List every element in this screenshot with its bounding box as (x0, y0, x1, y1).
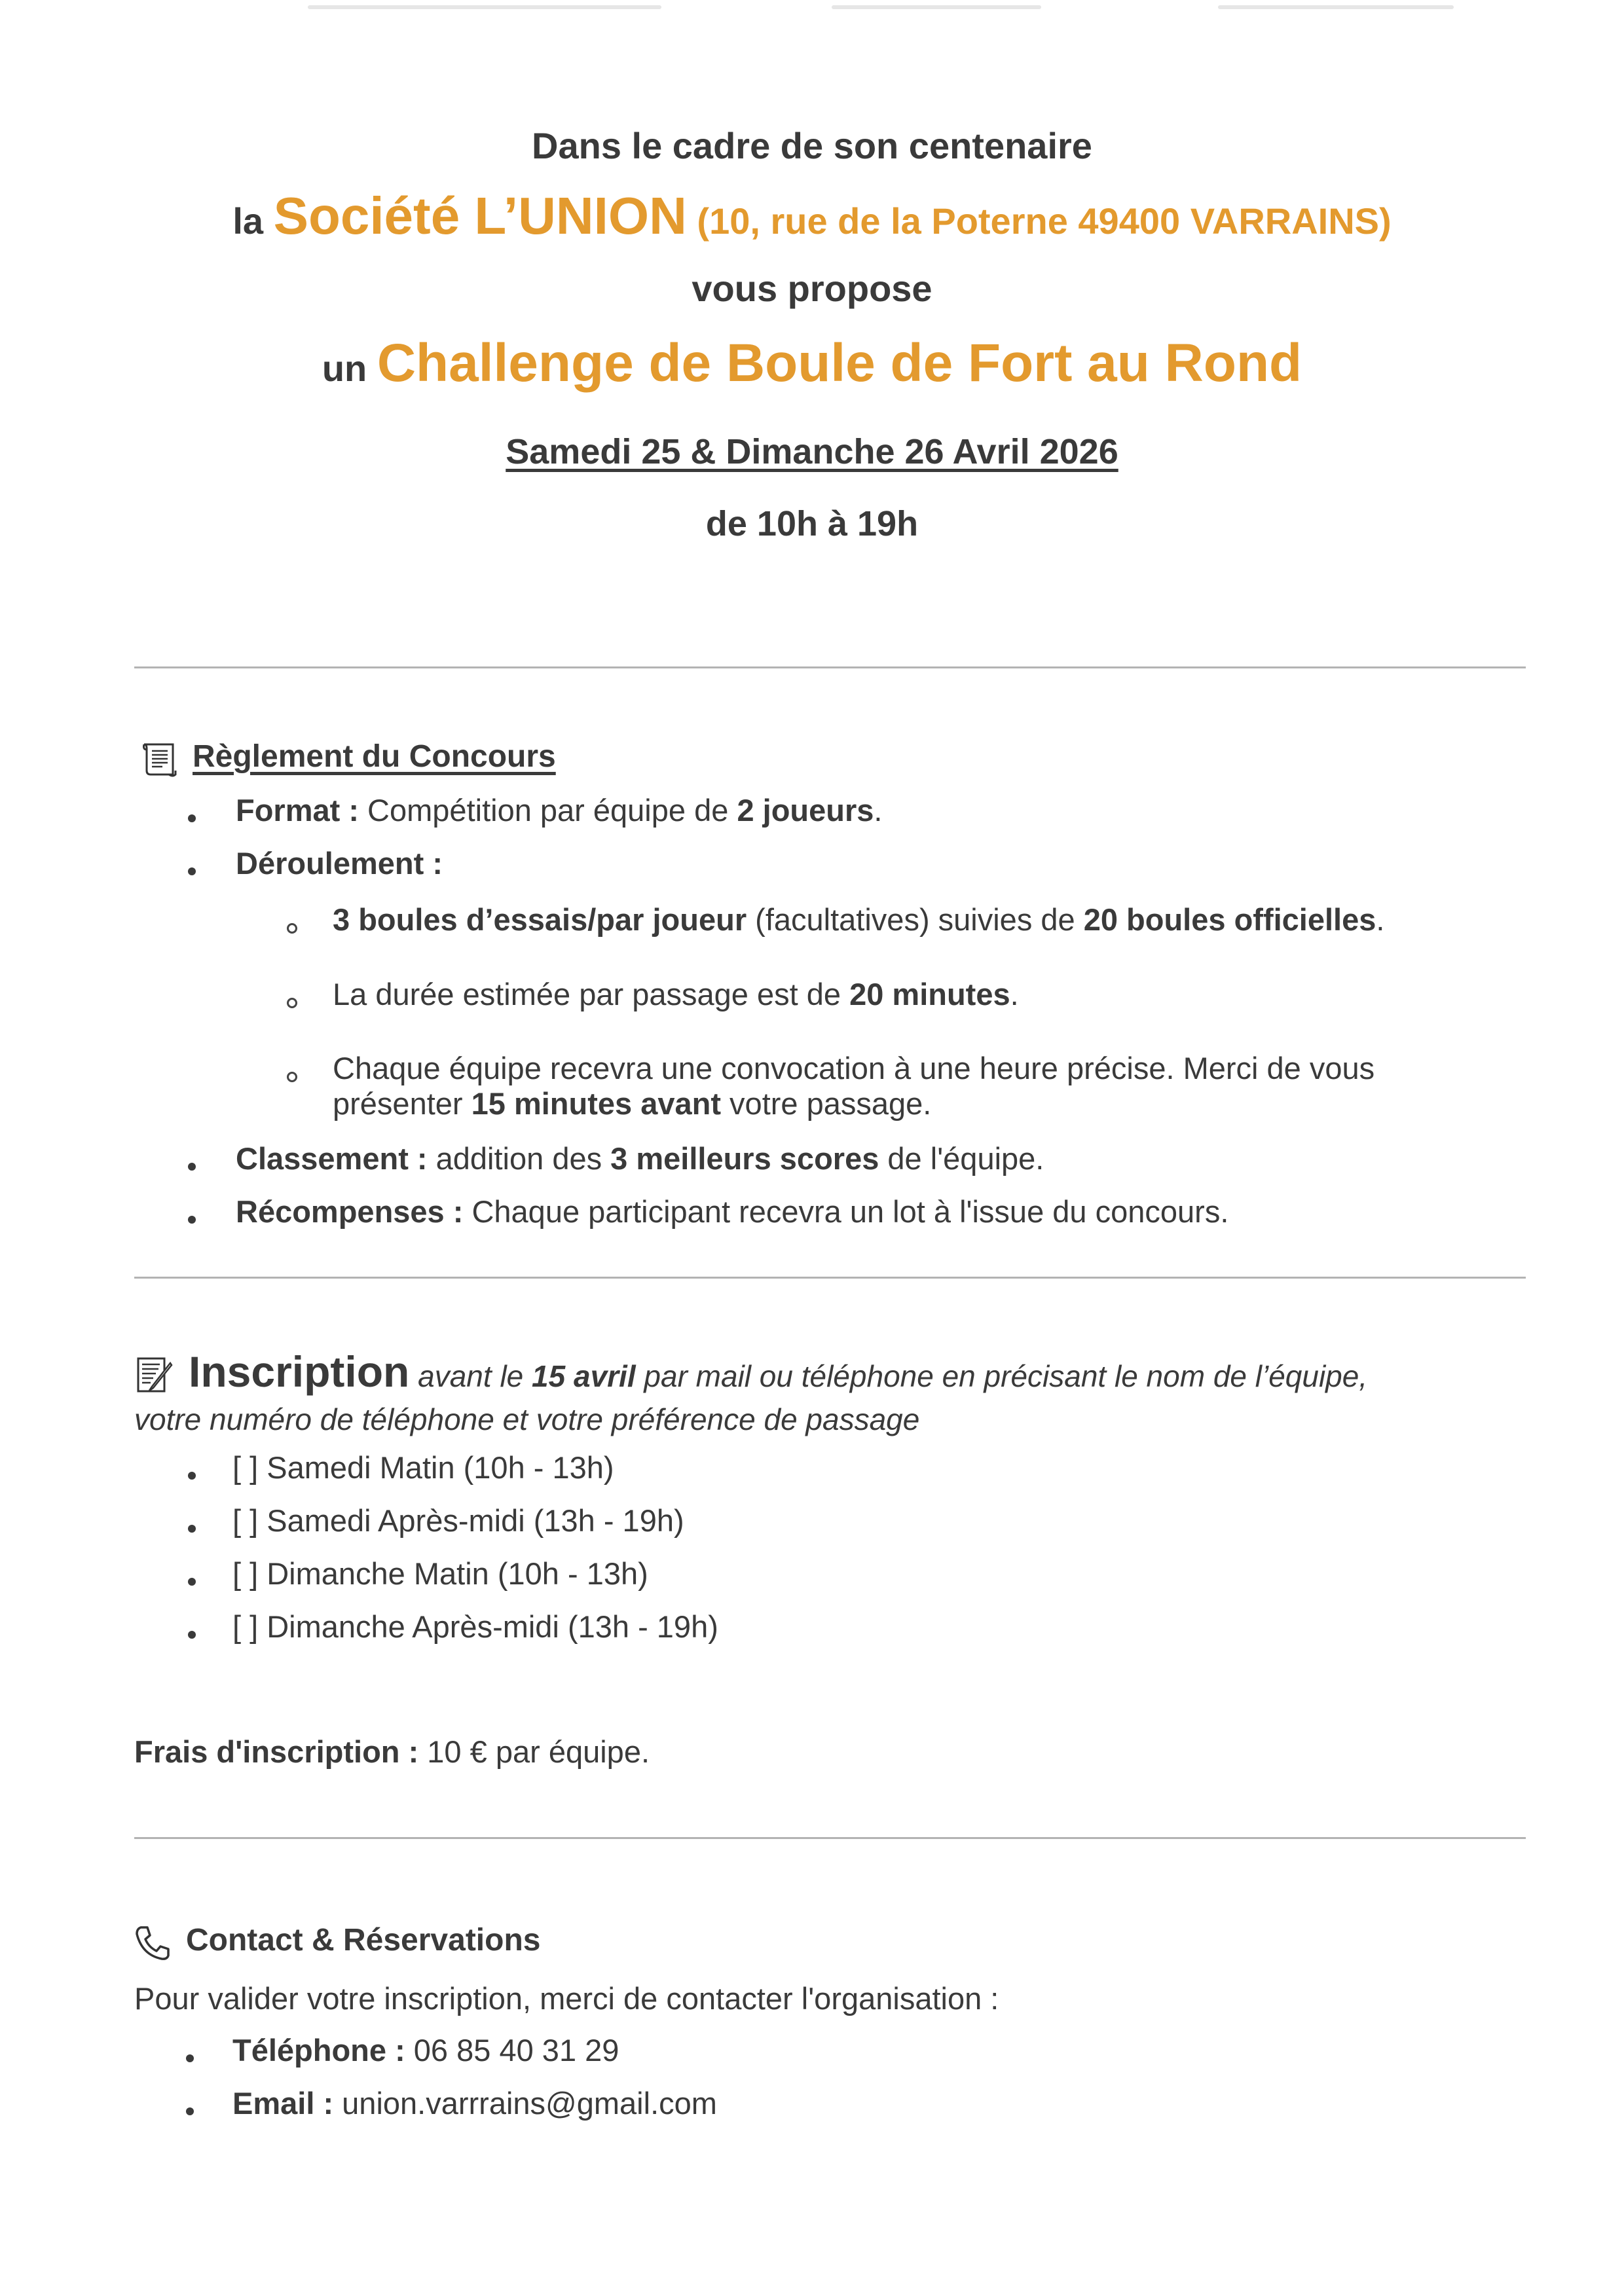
scan-artifact (308, 5, 661, 9)
bullet (188, 1163, 196, 1171)
section-divider (134, 1837, 1526, 1839)
prefix-la: la (232, 200, 264, 242)
event-title: Challenge de Boule de Fort au Rond (377, 333, 1302, 393)
bullet (188, 1578, 196, 1586)
contact-intro: Pour valider votre inscription, merci de contacter l'organisation : (134, 1981, 999, 2016)
rules-title: Règlement du Concours (193, 739, 556, 774)
rule-format: Format : Compétition par équipe de 2 joueurs. (236, 793, 883, 828)
slot-option[interactable]: [ ] Dimanche Matin (10h - 13h) (232, 1556, 648, 1591)
section-divider (134, 1277, 1526, 1279)
slot-option[interactable]: [ ] Samedi Matin (10h - 13h) (232, 1450, 614, 1485)
contact-title: Contact & Réservations (186, 1923, 541, 1958)
event-title-line (0, 331, 1624, 401)
event-dates: Samedi 25 & Dimanche 26 Avril 2026 (506, 432, 1118, 471)
email-link[interactable]: union.varrrains@gmail.com (333, 2086, 717, 2121)
inscription-heading: Inscription avant le 15 avril par mail ou téléphone en précisant le nom de l’équipe, (189, 1347, 1368, 1396)
header-line-1: Dans le cadre de son centenaire (532, 125, 1092, 166)
rule-recompenses: Récompenses : Chaque participant recevra un lot à l'issue du concours. (236, 1194, 1229, 1229)
sub-bullet (287, 923, 297, 934)
inscription-intro-line2: votre numéro de téléphone et votre préférence de passage (134, 1402, 920, 1436)
rule-classement: Classement : addition des 3 meilleurs scores de l'équipe. (236, 1141, 1044, 1176)
rule-sub-duree: La durée estimée par passage est de 20 minutes. (333, 977, 1019, 1011)
bullet (188, 1472, 196, 1480)
society-name: Société L’UNION (273, 187, 687, 245)
bullet (186, 2107, 194, 2115)
rule-sub-boules: 3 boules d’essais/par joueur (facultatives) suivies de 20 boules officielles. (333, 902, 1385, 937)
inscription-title: Inscription (189, 1347, 410, 1396)
rule-deroulement: Déroulement : (236, 846, 443, 881)
bullet (188, 867, 196, 875)
phone-icon (134, 1925, 171, 1961)
header-line-3: vous propose (692, 268, 932, 309)
sub-bullet (287, 998, 297, 1008)
bullet (186, 2054, 194, 2062)
phone-number[interactable]: 06 85 40 31 29 (405, 2033, 619, 2068)
sub-bullet (287, 1072, 297, 1082)
bullet (188, 1525, 196, 1533)
slot-option[interactable]: [ ] Samedi Après-midi (13h - 19h) (232, 1503, 684, 1538)
contact-email: Email : union.varrrains@gmail.com (232, 2086, 717, 2121)
scan-artifact (832, 5, 1041, 9)
event-hours: de 10h à 19h (705, 504, 919, 543)
bullet (188, 814, 196, 822)
bullet (188, 1216, 196, 1224)
bullet (188, 1631, 196, 1639)
scroll-document-icon (143, 742, 178, 780)
scan-artifact (1218, 5, 1454, 9)
society-address: (10, rue de la Poterne 49400 VARRAINS) (697, 200, 1392, 242)
rule-sub-convocation: Chaque équipe recevra une convocation à une heure précise. Merci de vous (333, 1051, 1375, 1085)
section-divider (134, 666, 1526, 668)
contact-phone: Téléphone : 06 85 40 31 29 (232, 2033, 619, 2068)
header-society-line (0, 187, 1624, 251)
prefix-un: un (322, 348, 367, 389)
slot-option[interactable]: [ ] Dimanche Après-midi (13h - 19h) (232, 1609, 718, 1644)
registration-fee: Frais d'inscription : 10 € par équipe. (134, 1734, 650, 1769)
memo-pencil-icon (136, 1357, 173, 1393)
deadline: 15 avril (532, 1359, 636, 1393)
rule-sub-convocation-cont: présenter 15 minutes avant votre passage. (333, 1086, 932, 1121)
